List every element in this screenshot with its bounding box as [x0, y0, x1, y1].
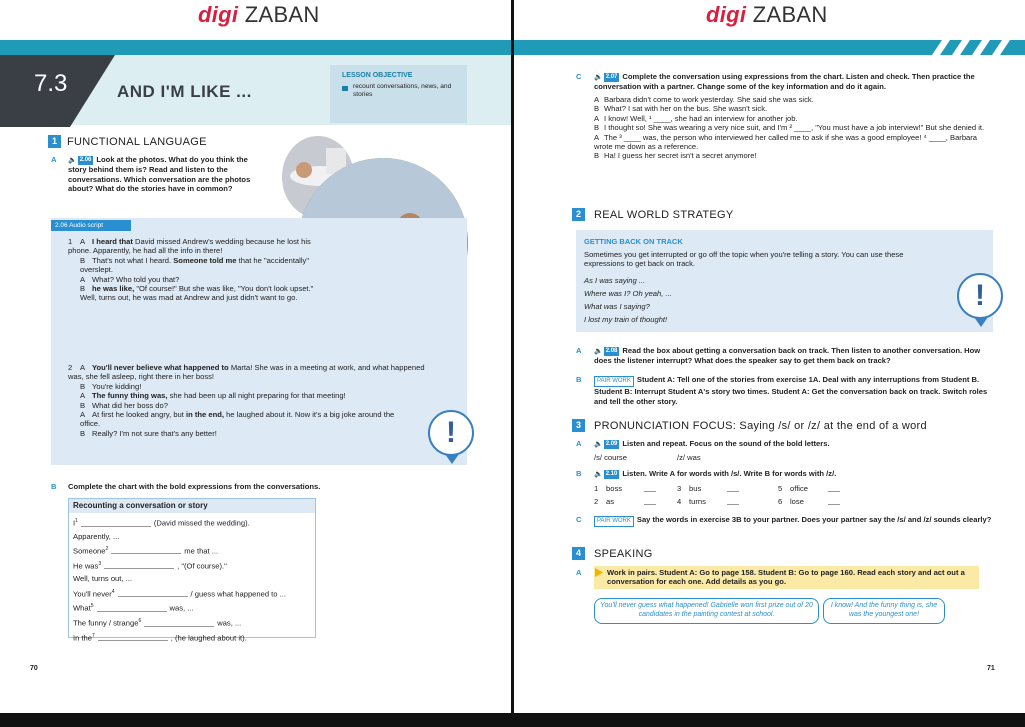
chart-row: In the$^7$ , (he laughed about it). [73, 632, 247, 643]
expression-chart: Recounting a conversation or story $I^1$ (David missed the wedding). Apparently, ... Someone$^2$ me that ... He was$^3$ , "(Of course)." Well, turns out, ... You'll never$^4$ / guess what happened to ... What$^5$ was, ... The funny / strange$^6$ was, ... In the$^7$ , (he laughed about it). [68, 498, 316, 638]
chart-row: Someone$^2$ me that ... [73, 545, 219, 556]
section-title: REAL WORLD STRATEGY [594, 209, 734, 221]
brand-logo: digi ZABAN [198, 2, 320, 27]
exclamation-icon: ! [428, 410, 474, 456]
exercise-1c: 🔈 2.07 Complete the conversation using expressions from the chart. Listen and check. Then practice the conversation with a partner. Change some of the key information and do it again. [594, 72, 975, 92]
play-icon [595, 568, 603, 577]
section-title: PRONUNCIATION FOCUS: Saying /s/ or /z/ at the end of a word [594, 420, 927, 432]
answer-blank[interactable] [828, 485, 840, 492]
header-band [0, 40, 511, 55]
exercise-3c: PAIR WORK Say the words in exercise 3B to your partner. Does your partner say the /s/ and /z/ sounds clearly? [594, 515, 994, 527]
exercise-3a: 🔈 2.09 Listen and repeat. Focus on the sound of the bold letters. [594, 439, 830, 448]
chart-row: He was$^3$ , "(Of course)." [73, 560, 227, 571]
section-title: SPEAKING [594, 548, 653, 560]
word-item: 2 as [594, 497, 656, 506]
speaker-icon[interactable]: 🔈 [594, 471, 603, 478]
answer-blank[interactable] [727, 498, 739, 505]
exercise-2b: PAIR WORK Student A: Tell one of the stories from exercise 1A. Deal with any interruptions from Student B. Student B: Interrupt Student A's story two times. Student A: Get the conversation back on track. Switch roles and tell the other story. [594, 375, 988, 406]
answer-blank[interactable] [81, 520, 151, 527]
answer-blank[interactable] [644, 498, 656, 505]
exercise-1a: 🔈 2.06 Look at the photos. What do you think the story behind them is? Read and listen to the conversations. Which conversation are the photos about? What do the stories have in common? [68, 155, 251, 194]
conversation-2: 2 A You'll never believe what happened to Marta! She was in a meeting at work, and what happened was, she fell asleep, right there in her boss! B You're kidding! A The funny thing was, she had been up all night preparing for that meeting! B What did her boss do? A At first he looked angry, but in the end, he laughed about it. Now it's a big joke around the office. B Really? I'm not sure that's any better! [68, 363, 425, 438]
word-item: 4 turns [677, 497, 739, 506]
chart-row: The funny / strange$^6$ was, ... [73, 618, 242, 628]
answer-blank[interactable] [98, 634, 168, 641]
speech-bubble-2: I know! And the funny thing is, she was the youngest one! [823, 598, 945, 624]
chart-row: Well, turns out, ... [73, 574, 132, 584]
section-title: FUNCTIONAL LANGUAGE [67, 136, 207, 148]
page-number: 70 [30, 665, 38, 672]
answer-blank[interactable] [828, 498, 840, 505]
word-item: 3 bus [677, 484, 739, 493]
chart-row: Apparently, ... [73, 531, 120, 541]
exercise-1b: Complete the chart with the bold expressions from the conversations. [68, 482, 321, 491]
chart-row: What$^5$ was, ... [73, 603, 194, 613]
exercise-2a: 🔈 2.08 Read the box about getting a conversation back on track. Then listen to another conversation. How does the listener interrupt? What does the speaker say to get them back on track? [594, 346, 981, 366]
left-page: digi ZABAN 7.3 AND I'M LIKE ... LESSON OBJECTIVE recount conversations, news, and stories 1 FUNCTIONAL LANGUAGE A 🔈 2.06 Look at the photos. What do you think the story behind them is? Read and listen to the conversations. Which conversation are the photos about? What do the stories have in common? 2.06 Audio script 1 A I heard that David missed Andrew's wedding because he lost his phone. Apparently, he had all the info in there! B That's not what I heard. Someone told me that he "accidentally" overslept. A What? Who told you that? B he was like, "Of course!" But she was like, "You don't look upset." Well, turns out, he was mad at Andrew and just didn't want to go. 2 A You'll never believe what happened to Marta! She was in a meeting at work, and what happened was, she fell asleep, right there in her boss! B You're kidding! A The funny thing was, she had been up all night preparing for that meeting! B What did her boss do? A At first he looked angry, but in the end, he laughed about it. Now it's a big joke around the office. B Really? I'm not sure that's any better! ! B Complete the chart with the bold expressions from the conversations. Recounting a conversation or story $I^1$ (David missed the wedding). Apparently, ... Someone$^2$ me that ... He was$^3$ , "(Of course)." Well, turns out, ... You'll never$^4$ / guess what happened to ... What$^5$ was, ... The funny / strange$^6$ was, ... In the$^7$ , (he laughed about it). 70 [0, 0, 511, 713]
answer-blank[interactable] [111, 547, 181, 554]
objective-box: LESSON OBJECTIVE recount conversations, news, and stories [330, 65, 467, 123]
answer-blank[interactable] [118, 590, 188, 597]
answer-blank[interactable] [144, 620, 214, 627]
line-1a: 1 A I heard that David missed Andrew's wedding because he lost his phone. Apparently, he had all the info in there! [68, 237, 311, 256]
brand-logo: digi ZABAN [706, 2, 828, 27]
answer-blank[interactable] [97, 605, 167, 612]
speech-bubble-1: You'll never guess what happened! Gabrielle won first prize out of 20 candidates in the painting contest at school. [594, 598, 819, 624]
speaker-icon[interactable]: 🔈 [594, 74, 603, 81]
exclamation-icon: ! [957, 273, 1003, 319]
exercise-4a: Work in pairs. Student A: Go to page 158. Student B: Go to page 160. Read each story and act out a conversation for each one. Add details as you go. [607, 568, 965, 587]
speaker-icon[interactable]: 🔈 [594, 348, 603, 355]
unit-number: 7.3 [34, 70, 68, 97]
word-item: 6 lose [778, 497, 840, 506]
answer-blank[interactable] [727, 485, 739, 492]
unit-title: AND I'M LIKE ... [117, 82, 252, 101]
right-page: digi ZABAN C 🔈 2.07 Complete the conversation using expressions from the chart. Listen and check. Then practice the conversation with a partner. Change some of the key information and do it again. A Barbara didn't come to work yesterday. She said she was sick. B What? I sat with her on the bus. She wasn't sick. A I know! Well, ¹ ____, she had an interview for another job. B I thought so! She was wearing a very nice suit, and I'm ² ____, "You must have a job interview!" But she denied it. A The ³ ____ was, the person who interviewed her called me to ask if she was a good employee! ⁴ ____, Barbara wrote me down as a reference. B Ha! I guess her secret isn't a secret anymore! 2 REAL WORLD STRATEGY GETTING BACK ON TRACK Sometimes you get interrupted or go off the topic when you're telling a story. You can use these expressions to get back on track. As I was saying ... Where was I? Oh yeah, ... What was I saying? I lost my train of thought! ! A 🔈 2.08 Read the box about getting a conversation back on track. Then listen to another conversation. How does the listener interrupt? What does the speaker say to get them back on track? B PAIR WORK Student A: Tell one of the stories from exercise 1A. Deal with any interruptions from Student B. Student B: Interrupt Student A's story two times. Student A: Get the conversation back on track. Switch roles and tell the other story. 3 PRONUNCIATION FOCUS: Saying /s/ or /z/ at the end of a word A 🔈 2.09 Listen and repeat. Focus on the sound of the bold letters. /s/ course /z/ was B 🔈 2.10 Listen. Write A for words with /s/. Write B for words with /z/. 1 boss 3 bus 5 office 2 as 4 turns 6 lose C PAIR WORK Say the words in exercise 3B to your partner. Does your partner say the /s/ and /z/ sounds clearly? 4 SPEAKING A Work in pairs. Student A: Go to page 158. Student B: Go to page 160. Read each story and act out a conversation for each one. Add details as you go. You'll never guess what happened! Gabrielle won first prize out of 20 candidates in the painting contest at school. I know! And the funny thing is, she was the youngest one! 71 [514, 0, 1025, 713]
speaker-icon[interactable]: 🔈 [68, 157, 77, 164]
answer-blank[interactable] [104, 562, 174, 569]
speaker-icon[interactable]: 🔈 [594, 441, 603, 448]
conversation-c: A Barbara didn't come to work yesterday. She said she was sick. B What? I sat with her on the bus. She wasn't sick. A I know! Well, ¹ ____, she had an interview for another job. B I thought so! She was wearing a very nice suit, and I'm ² ____, "You must have a job interview!" But she denied it. A The ³ ____ was, the person who interviewed her called me to ask if she was a good employee! ⁴ ____, Barbara wrote me down as a reference. B Ha! I guess her secret isn't a secret anymore! [594, 95, 985, 161]
strategy-box: GETTING BACK ON TRACK Sometimes you get interrupted or go off the topic when you're telling a story. You can use these expressions to get back on track. As I was saying ... Where was I? Oh yeah, ... What was I saying? I lost my train of thought! [576, 230, 993, 332]
word-item: 5 office [778, 484, 840, 493]
exercise-3b: 🔈 2.10 Listen. Write A for words with /s/. Write B for words with /z/. [594, 469, 837, 478]
conversation-1: 1 A I heard that David missed Andrew's wedding because he lost his phone. Apparently, he had all the info in there! B That's not what I heard. Someone told me that he "accidentally" overslept. A What? Who told you that? B he was like, "Of course!" But she was like, "You don't look upset." Well, turns out, he was mad at Andrew and just didn't want to go. [68, 237, 328, 303]
chart-row: You'll never$^4$ / guess what happened to ... [73, 588, 286, 599]
audio-script-title[interactable]: 2.06 Audio script [51, 220, 131, 231]
word-item: 1 boss [594, 484, 656, 493]
chart-row: $I^1$ (David missed the wedding). [73, 518, 250, 528]
answer-blank[interactable] [644, 485, 656, 492]
page-number: 71 [987, 665, 995, 672]
